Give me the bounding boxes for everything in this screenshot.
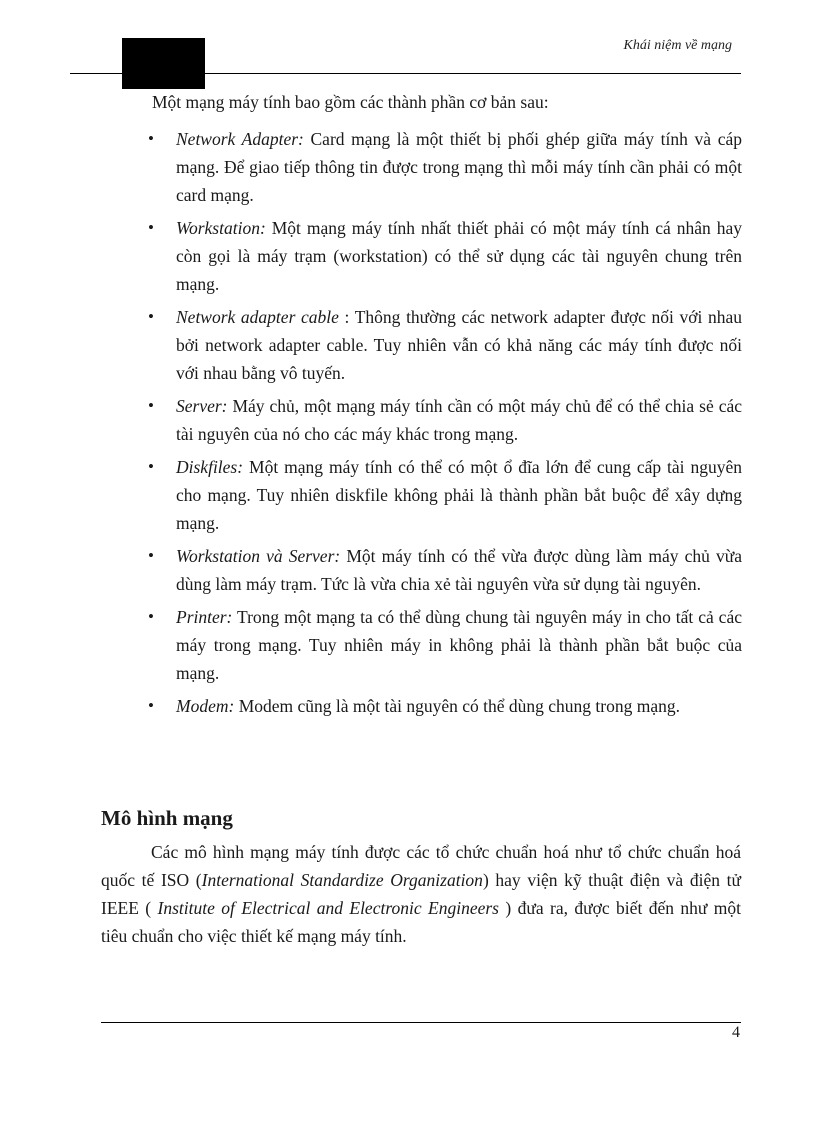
header-black-block bbox=[122, 38, 205, 89]
bullet-icon: • bbox=[148, 457, 154, 476]
item-text: Card mạng là một thiết bị phối ghép giữa máy tính và cáp mạng. Để giao tiếp thông tin được trong mạng thì mỗi máy tính cần phải có một card mạng. bbox=[176, 129, 742, 205]
item-term: Printer: bbox=[176, 607, 233, 627]
bullet-icon: • bbox=[148, 218, 154, 237]
footer-rule bbox=[101, 1022, 741, 1023]
bullet-icon: • bbox=[148, 696, 154, 715]
intro-text: Một mạng máy tính bao gồm các thành phần cơ bản sau: bbox=[152, 92, 549, 112]
item-term: Network adapter cable bbox=[176, 307, 339, 327]
bullet-icon: • bbox=[148, 607, 154, 626]
list-item bbox=[142, 692, 742, 720]
section-paragraph bbox=[101, 838, 741, 950]
para-emphasis-2: Institute of Electrical and Electronic Engineers bbox=[157, 898, 499, 918]
bullet-icon: • bbox=[148, 546, 154, 565]
item-term: Network Adapter: bbox=[176, 129, 304, 149]
para-text-3: ) đưa ra, được biết đến như một tiêu chuẩn cho việc thiết kế mạng máy tính. bbox=[101, 898, 741, 946]
list-item bbox=[142, 453, 742, 537]
page-number: 4 bbox=[732, 1024, 740, 1041]
section-heading: Mô hình mạng bbox=[101, 806, 233, 830]
list-item bbox=[142, 125, 742, 209]
item-text: Một mạng máy tính có thể có một ổ đĩa lớn để cung cấp tài nguyên cho mạng. Tuy nhiên diskfile không phải là thành phần bắt buộc để xây dựng mạng. bbox=[176, 457, 742, 533]
header-rule bbox=[70, 73, 741, 74]
list-item bbox=[142, 214, 742, 298]
para-text-2: ) hay viện kỹ thuật điện và điện tử IEEE ( bbox=[101, 870, 741, 918]
running-header-title: Khái niệm về mạng bbox=[623, 38, 732, 53]
item-text: Một mạng máy tính nhất thiết phải có một máy tính cá nhân hay còn gọi là máy trạm (workstation) có thể sử dụng các tài nguyên chung trên mạng. bbox=[176, 218, 742, 294]
list-item bbox=[142, 392, 742, 448]
bullet-icon: • bbox=[148, 307, 154, 326]
para-text-1: Các mô hình mạng máy tính được các tổ chức chuẩn hoá như tổ chức chuẩn hoá quốc tế ISO ( bbox=[101, 842, 741, 890]
item-term: Server: bbox=[176, 396, 228, 416]
item-text: : Thông thường các network adapter được nối với nhau bởi network adapter cable. Tuy nhiên vẫn có khả năng các máy tính được nối với nhau bằng vô tuyến. bbox=[176, 307, 743, 383]
item-text: Máy chủ, một mạng máy tính cần có một máy chủ để có thể chia sẻ các tài nguyên của nó cho các máy khác trong mạng. bbox=[176, 396, 742, 444]
item-term: Workstation và Server: bbox=[176, 546, 341, 566]
item-text: Một máy tính có thể vừa được dùng làm máy chủ vừa dùng làm máy trạm. Tức là vừa chia xẻ tài nguyên vừa sử dụng tài nguyên. bbox=[176, 546, 743, 594]
bullet-icon: • bbox=[148, 129, 154, 148]
item-text: Trong một mạng ta có thể dùng chung tài nguyên máy in cho tất cả các máy trong mạng. Tuy nhiên máy in không phải là thành phần bắt buộc của mạng. bbox=[176, 607, 742, 683]
list-item bbox=[142, 303, 742, 387]
item-term: Workstation: bbox=[176, 218, 266, 238]
item-text: Modem cũng là một tài nguyên có thể dùng chung trong mạng. bbox=[234, 696, 680, 716]
list-item bbox=[142, 542, 742, 598]
component-list bbox=[142, 125, 742, 725]
bullet-icon: • bbox=[148, 396, 154, 415]
para-emphasis-1: International Standardize Organization bbox=[201, 870, 483, 890]
item-term: Modem: bbox=[176, 696, 235, 716]
item-term: Diskfiles: bbox=[176, 457, 244, 477]
list-item bbox=[142, 603, 742, 687]
